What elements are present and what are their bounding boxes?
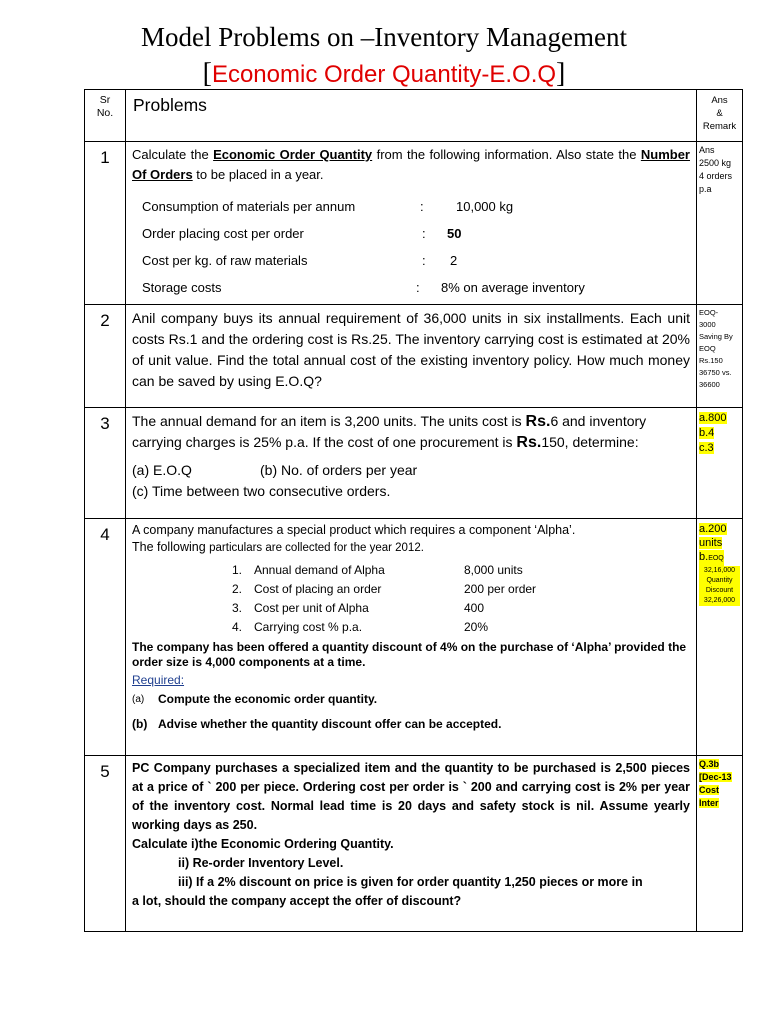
header-amp-text: &: [716, 108, 723, 119]
header-no-text: No.: [96, 107, 114, 119]
problem-text: The annual demand for an item is 3,200 units. The units cost is Rs.6 and inventory carrying charges is 25% p.a. If the cost of one procurement is Rs.150, determine: (a) E.O.Q (b) No. of orders per year (c) Time between two consecutive orders.: [126, 408, 697, 519]
page-subtitle: [0, 58, 768, 90]
row-number: 1: [85, 142, 126, 305]
table-row: [85, 142, 743, 305]
answer-cell: a.200 units b.EOQ 32,16,000 Quantity Discount 32,26,000: [697, 519, 743, 756]
table-header-row: [85, 90, 743, 142]
problems-table: [84, 89, 743, 932]
discount-offer: The company has been offered a quantity discount of 4% on the purchase of ‘Alpha’ provided the order size is 4,000 components at a time.: [132, 640, 687, 669]
problem-text: A company manufactures a special product which requires a component ‘Alpha’. The following particulars are collected for the year 2012. 1. Annual demand of Alpha 8,000 units 2. Cost of placing an order 200 per order 3. Cost per unit of Alpha 400 4. Carrying cost % p.a. 20% The company has been offered a quantity discount of 4% on the purchase of ‘Alpha’ provided the order size is 4,000 components at a time. Required: (a) Compute the economic order quantity. (b) Advise whether the quantity discount offer can be accepted.: [126, 519, 697, 756]
row-number: 5: [85, 756, 126, 932]
required-a: (a) Compute the economic order quantity.: [132, 692, 378, 706]
required-label: Required:: [132, 673, 185, 687]
answer-cell: a.800 b.4 c.3: [697, 408, 743, 519]
list-item: 4. Carrying cost % p.a. 20%: [232, 620, 489, 634]
page-title: Model Problems on –Inventory Management: [141, 22, 627, 52]
problem-intro: Calculate the Economic Order Quantity from the following information. Also state the Number Of Orders to be placed in a year.: [132, 147, 690, 182]
header-problems: Problems: [126, 90, 697, 142]
row-number: 2: [85, 305, 126, 408]
table-row: [85, 408, 743, 519]
particulars-list: [232, 561, 690, 637]
problem-text: Anil company buys its annual requirement of 36,000 units in six installments. Each unit costs Rs.1 and the ordering cost is Rs.25. The inventory carrying cost is estimated at 20% of unit value. Find the total annual cost of the existing inventory policy. How much money can be saved by using E.O.Q?: [126, 305, 697, 408]
table-row: [85, 305, 743, 408]
list-item: Cost per kg. of raw materials : 2: [142, 253, 458, 268]
list-item: 2. Cost of placing an order 200 per order: [232, 582, 537, 596]
list-item: 3. Cost per unit of Alpha 400: [232, 601, 485, 615]
list-item: Storage costs : 8% on average inventory: [142, 280, 585, 295]
subtitle-text: Economic Order Quantity-E.O.Q: [211, 61, 557, 88]
data-list: [142, 193, 690, 301]
required-b: (b) Advise whether the quantity discount offer can be accepted.: [132, 717, 502, 731]
header-ans-remark: [697, 90, 743, 142]
list-item: Order placing cost per order : 50: [142, 226, 462, 241]
problem-text: PC Company purchases a specialized item and the quantity to be purchased is 2,500 pieces at a price of ` 200 per piece. Ordering cost per order is ` 200 and carrying cost is 2% per year of the inventory cost. Normal lead time is 20 days and safety stock is nil. Assume yearly working days as 250. Calculate i)the Economic Ordering Quantity. ii) Re-order Inventory Level. iii) If a 2% discount on price is given for order quantity 1,250 pieces or more in a lot, should the company accept the offer of discount?: [126, 756, 697, 932]
header-sr-text: Sr: [99, 94, 111, 106]
table-row: [85, 519, 743, 756]
header-sr-no: [85, 90, 126, 142]
answer-cell: EOQ- 3000 Saving By EOQ Rs.150 36750 vs. 36600: [697, 305, 743, 408]
header-ans-text: Ans: [711, 95, 728, 106]
row-number: 4: [85, 519, 126, 756]
list-item: 1. Annual demand of Alpha 8,000 units: [232, 563, 523, 577]
header-remark-text: Remark: [702, 121, 737, 132]
options: (a) E.O.Q (b) No. of orders per year: [132, 462, 418, 478]
problem-text: [126, 142, 697, 305]
table-row: [85, 756, 743, 932]
subtitle-bracket-close: ]: [556, 58, 566, 89]
subtitle-bracket-open: [: [202, 58, 212, 89]
row-number: 3: [85, 408, 126, 519]
answer-cell: Ans 2500 kg 4 orders p.a: [697, 142, 743, 305]
answer-cell: Q.3b [Dec-13 Cost Inter: [697, 756, 743, 932]
list-item: Consumption of materials per annum : 10,000 kg: [142, 199, 514, 214]
